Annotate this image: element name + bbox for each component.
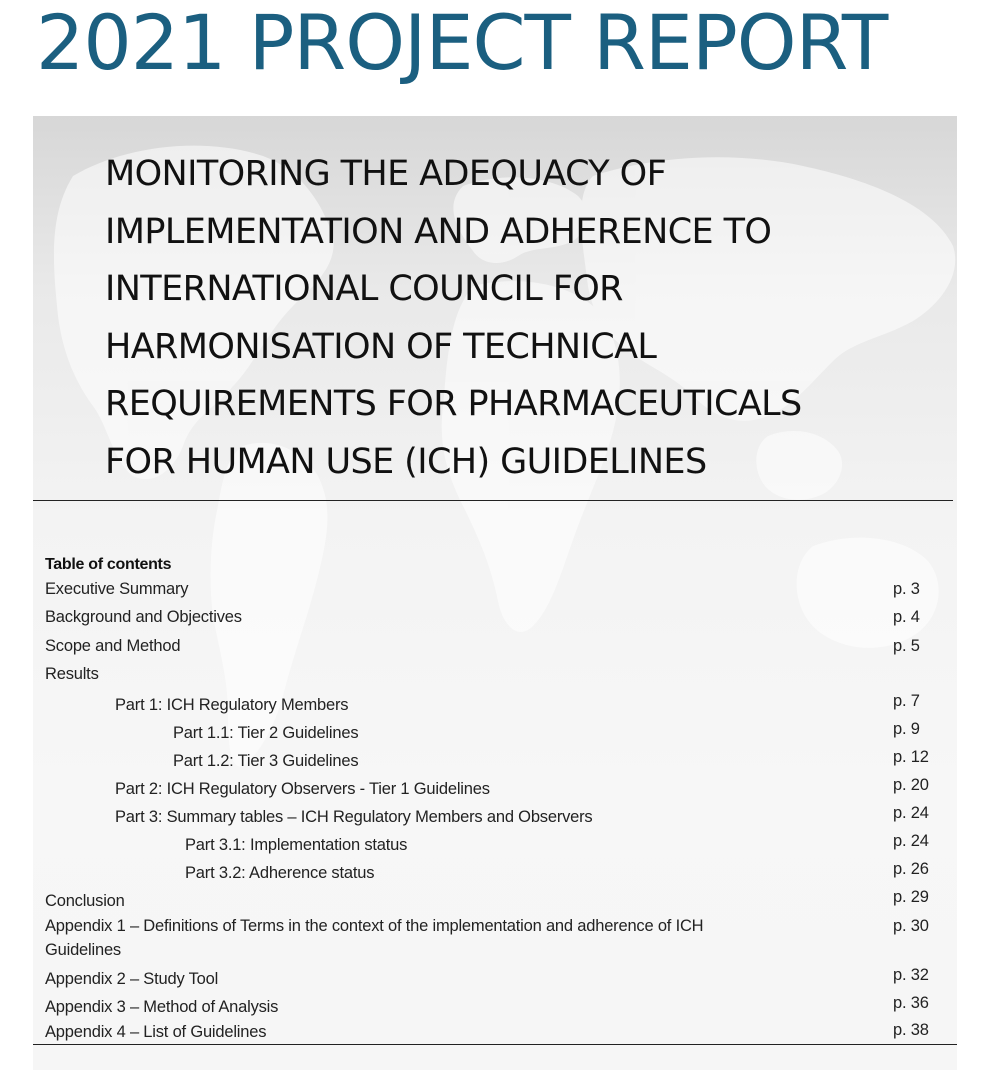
toc-entry-label: Background and Objectives (45, 608, 242, 626)
toc-entry-label: Part 1: ICH Regulatory Members (115, 696, 349, 714)
toc-entry-label: Executive Summary (45, 580, 189, 598)
toc-entry-page: p. 9 (893, 720, 920, 738)
cover-panel (33, 116, 957, 1070)
toc-entry-label: Results (45, 665, 99, 683)
toc-entry-label: Part 3.1: Implementation status (185, 836, 408, 854)
toc-entry-label: Appendix 1 – Definitions of Terms in the context of the implementation and adherence of ICH Guidelines (45, 917, 704, 959)
toc-entry-label: Part 2: ICH Regulatory Observers - Tier 1 Guidelines (115, 780, 490, 798)
toc-entry-page: p. 36 (893, 994, 929, 1012)
toc-entry-page: p. 29 (893, 888, 929, 906)
toc-entry-label: Appendix 4 – List of Guidelines (45, 1023, 267, 1041)
toc-entry-page: p. 38 (893, 1021, 929, 1039)
toc-entry-page: p. 24 (893, 804, 929, 822)
toc-entry-label: Conclusion (45, 892, 125, 910)
table-of-contents (33, 116, 957, 1070)
divider-bottom (33, 1044, 957, 1045)
toc-entry-page: p. 4 (893, 608, 920, 626)
toc-entry-label: Appendix 3 – Method of Analysis (45, 998, 279, 1016)
report-subtitle: MONITORING THE ADEQUACY OF IMPLEMENTATION AND ADHERENCE TO INTERNATIONAL COUNCIL FOR HARMONISATION OF TECHNICAL REQUIREMENTS FOR PHARMACEUTICALS FOR HUMAN USE (ICH) GUIDELINES (105, 154, 802, 482)
toc-heading: Table of contents (45, 556, 172, 573)
toc-entry-page: p. 24 (893, 832, 929, 850)
toc-entry-label: Part 1.2: Tier 3 Guidelines (173, 752, 359, 770)
report-title: 2021 PROJECT REPORT (36, 0, 888, 87)
toc-entry-label: Part 3.2: Adherence status (185, 864, 375, 882)
toc-entry-label: Scope and Method (45, 637, 181, 655)
toc-entry-page: p. 20 (893, 776, 929, 794)
toc-entry-page: p. 7 (893, 692, 920, 710)
toc-entry-page: p. 30 (893, 917, 929, 935)
toc-entry-label: Part 3: Summary tables – ICH Regulatory Members and Observers (115, 808, 593, 826)
toc-entry-page: p. 12 (893, 748, 929, 766)
toc-entry-label: Appendix 2 – Study Tool (45, 970, 219, 988)
toc-entry-page: p. 32 (893, 966, 929, 984)
toc-entry-page: p. 26 (893, 860, 929, 878)
toc-entry-label: Part 1.1: Tier 2 Guidelines (173, 724, 359, 742)
toc-entry-page: p. 5 (893, 637, 920, 655)
toc-entry-page: p. 3 (893, 580, 920, 598)
